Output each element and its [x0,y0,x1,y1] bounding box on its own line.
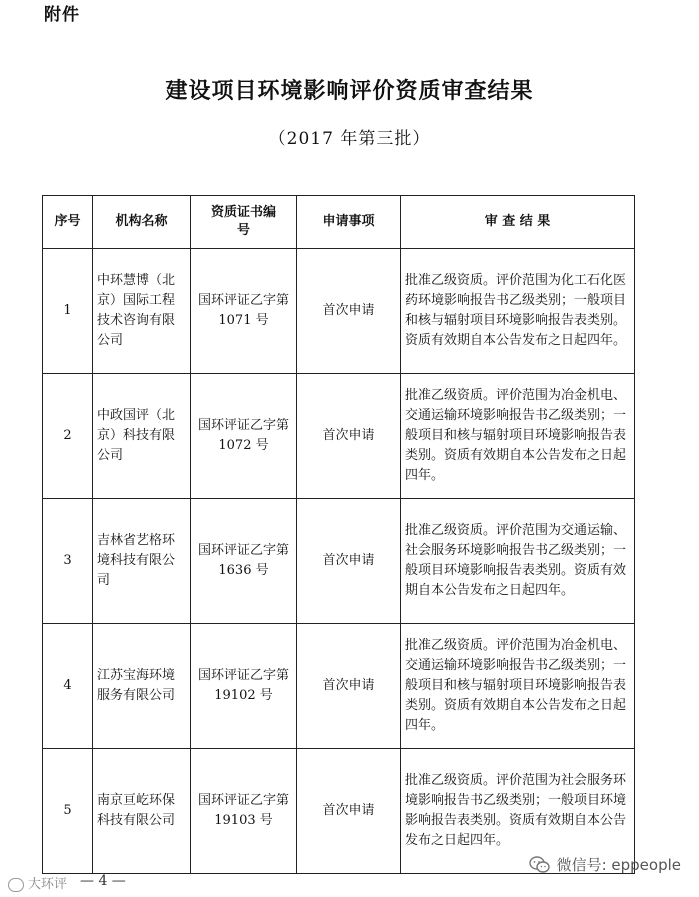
cell-org: 中环慧博（北京）国际工程技术咨询有限公司 [93,249,191,374]
document-title: 建设项目环境影响评价资质审查结果 [165,79,534,104]
cell-type: 首次申请 [297,374,401,499]
header-no: 序号 [43,196,93,249]
cell-type: 首次申请 [297,499,401,624]
cell-type: 首次申请 [297,249,401,374]
header-type: 申请事项 [297,196,401,249]
cell-result: 批准乙级资质。评价范围为冶金机电、交通运输环境影响报告书乙级类别；一般项目和核与辐射项目环境影响报告表类别。资质有效期自本公告发布之日起四年。 [401,624,635,749]
cell-no: 3 [43,499,93,624]
cell-result: 批准乙级资质。评价范围为冶金机电、交通运输环境影响报告书乙级类别；一般项目和核与辐射项目环境影响报告表类别。资质有效期自本公告发布之日起四年。 [401,374,635,499]
cell-result: 批准乙级资质。评价范围为化工石化医药环境影响报告书乙级类别；一般项目和核与辐射项目环境影响报告表类别。资质有效期自本公告发布之日起四年。 [401,249,635,374]
cell-result: 批准乙级资质。评价范围为交通运输、社会服务环境影响报告书乙级类别；一般项目环境影响报告表类别。资质有效期自本公告发布之日起四年。 [401,499,635,624]
cell-cert: 国环评证乙字第 1636 号 [191,499,297,624]
wechat-label: 微信号: eppeople [556,856,681,874]
header-result: 审 查 结 果 [401,196,635,249]
cell-no: 2 [43,374,93,499]
cell-result: 批准乙级资质。评价范围为社会服务环境影响报告书乙级类别；一般项目环境影响报告表类别。资质有效期自本公告发布之日起四年。 [401,749,635,874]
cell-no: 4 [43,624,93,749]
cell-org: 南京亘屹环保科技有限公司 [93,749,191,874]
table-row [43,374,635,499]
table-header-row [43,196,635,249]
cell-org: 吉林省艺格环境科技有限公司 [93,499,191,624]
table-row [43,249,635,374]
table-row [43,499,635,624]
watermark-logo-icon [8,878,24,892]
attachment-label: 附件 [44,5,80,25]
header-org: 机构名称 [93,196,191,249]
cell-cert: 国环评证乙字第 1072 号 [191,374,297,499]
cell-cert: 国环评证乙字第 19102 号 [191,624,297,749]
cell-cert: 国环评证乙字第 19103 号 [191,749,297,874]
cell-no: 1 [43,249,93,374]
watermark-text: 大环评 [28,877,68,892]
table-row [43,624,635,749]
wechat-watermark [529,854,681,875]
review-result-table [42,195,635,874]
watermark-left [8,873,67,892]
cell-org: 江苏宝海环境服务有限公司 [93,624,191,749]
cell-no: 5 [43,749,93,874]
cell-type: 首次申请 [297,624,401,749]
header-cert: 资质证书编 号 [191,196,297,249]
page-number: — 4 — [80,873,126,889]
document-subtitle: （2017 年第三批） [268,129,431,149]
wechat-icon [529,856,551,874]
cell-cert: 国环评证乙字第 1071 号 [191,249,297,374]
cell-org: 中政国评（北京）科技有限公司 [93,374,191,499]
cell-type: 首次申请 [297,749,401,874]
